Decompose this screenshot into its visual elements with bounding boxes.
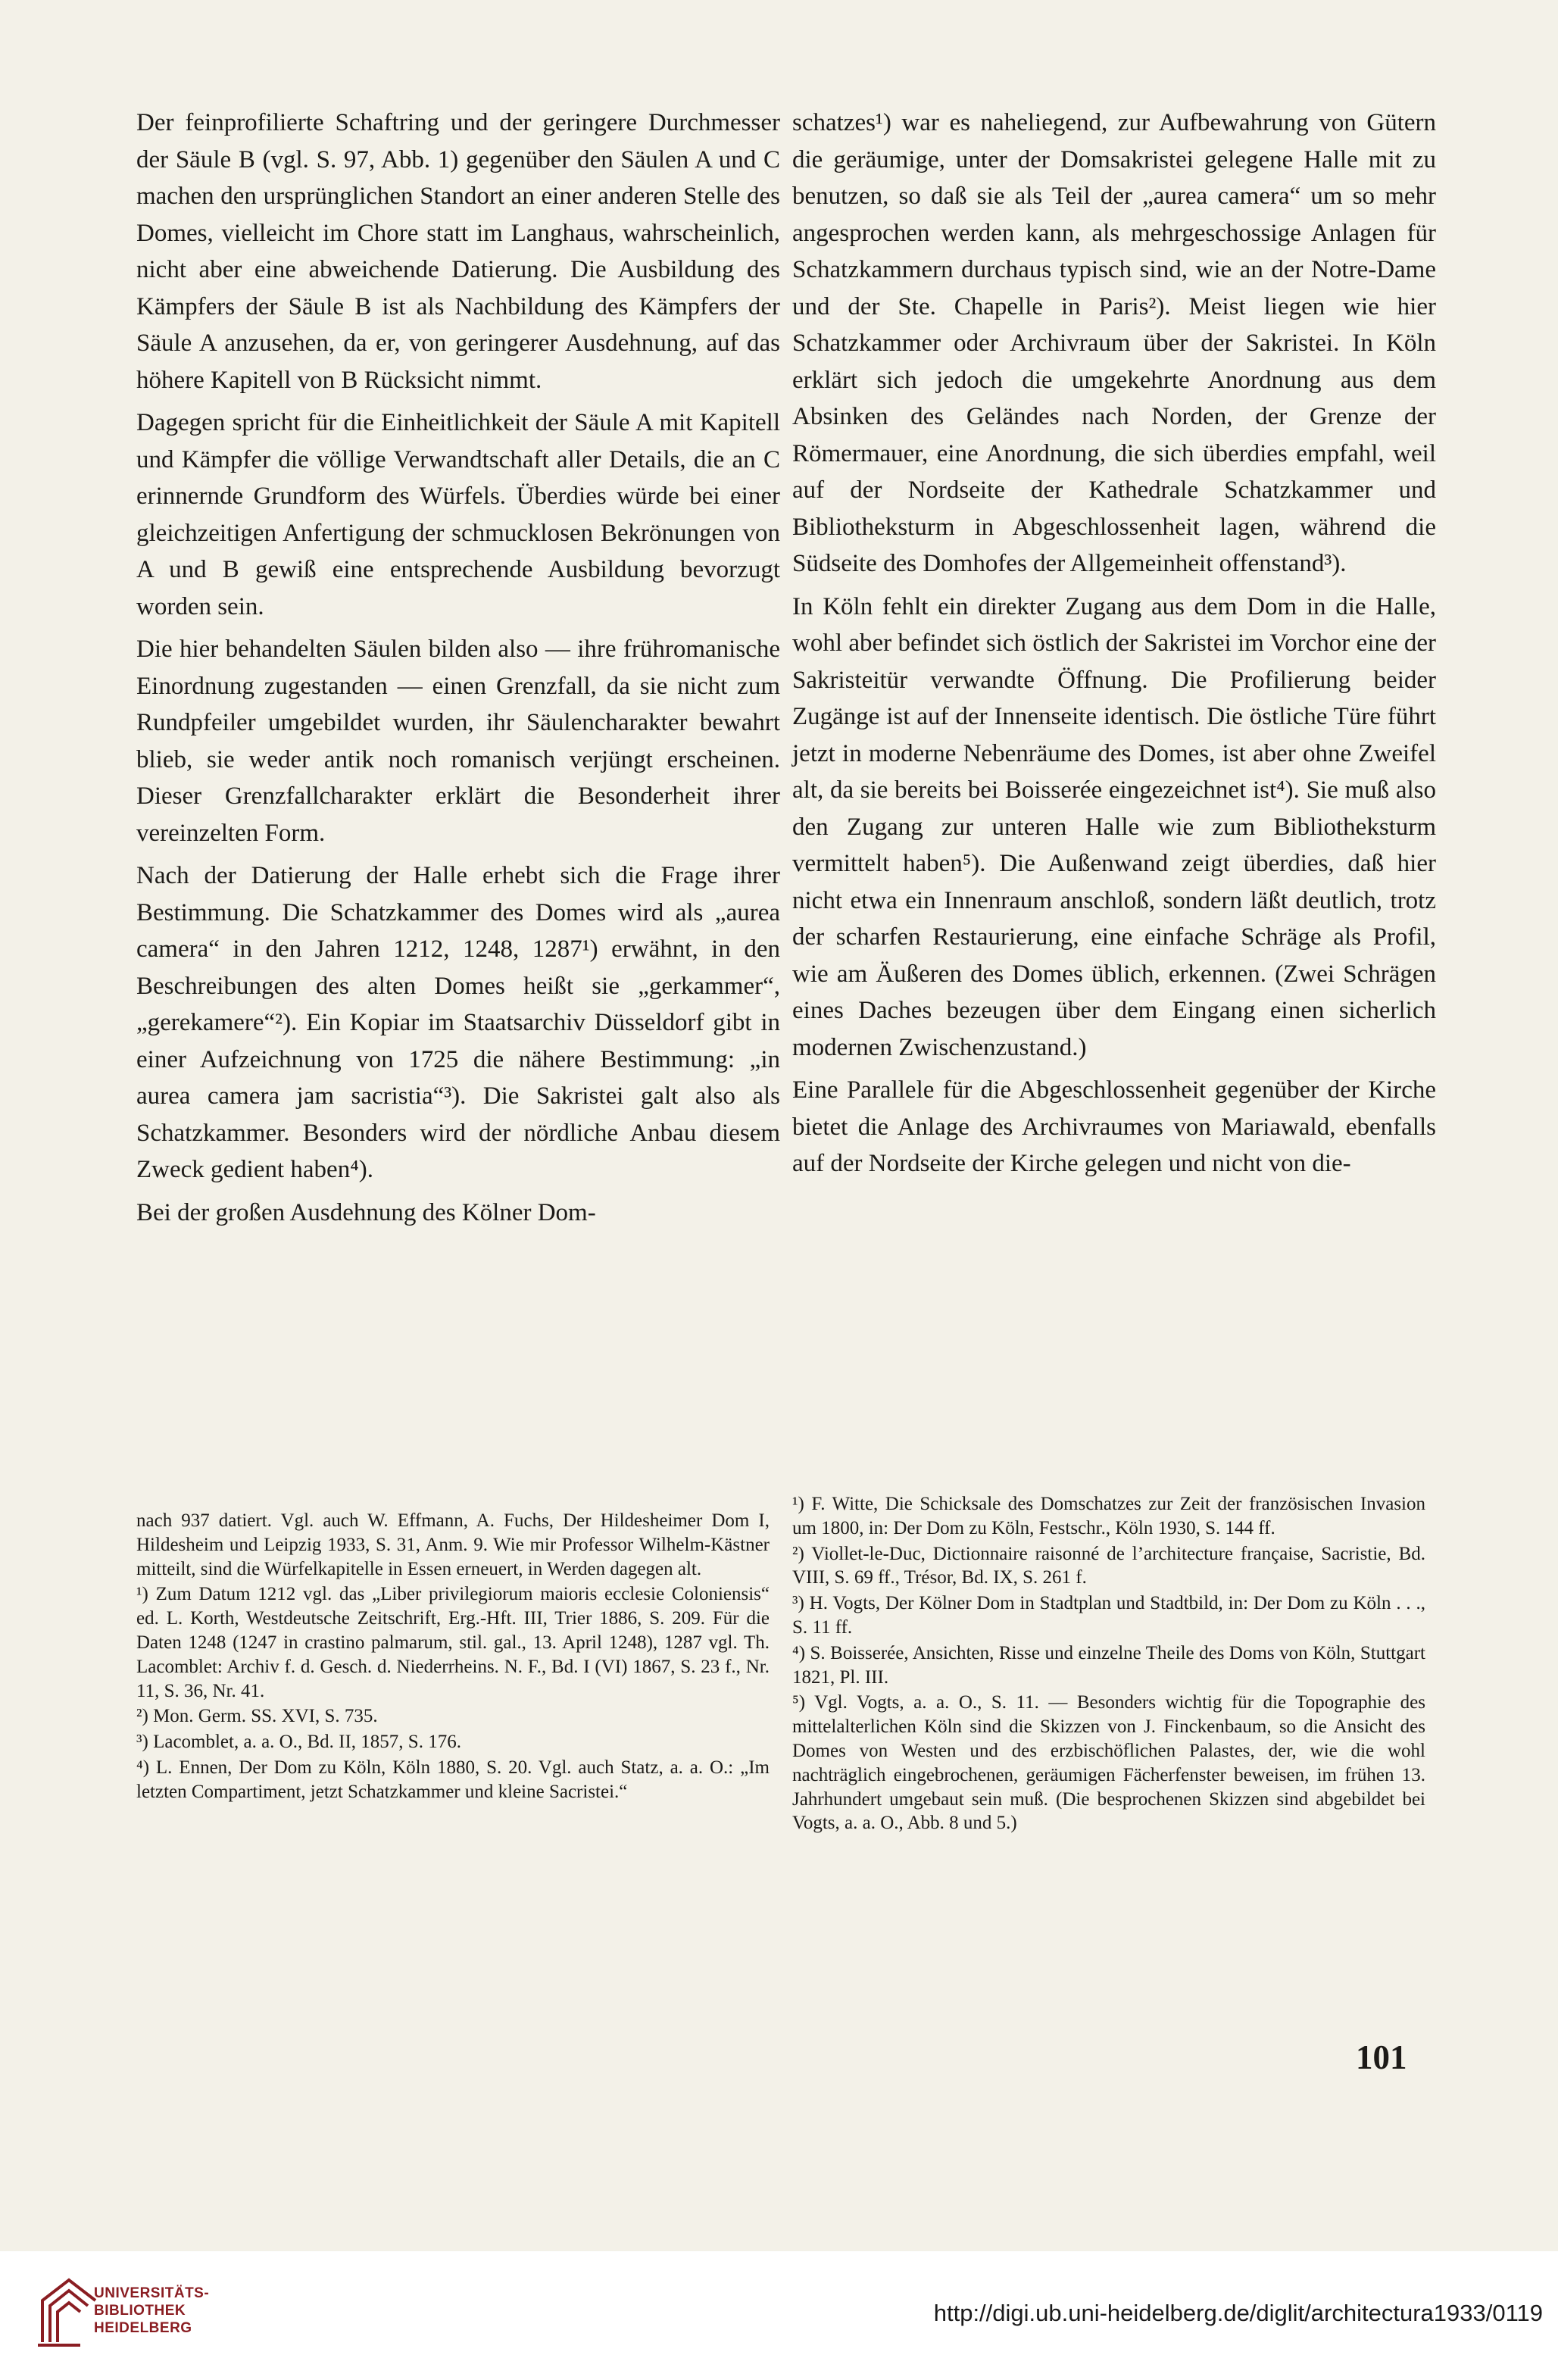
footnote: ⁴) L. Ennen, Der Dom zu Köln, Köln 1880, S. 20. Vgl. auch Statz, a. a. O.: „Im letzten Compartiment, jetzt Schatzkammer und kleine Sacristei.“ xyxy=(136,1757,770,1802)
library-name[interactable] xyxy=(94,2285,209,2337)
library-line: BIBLIOTHEK xyxy=(94,2303,186,2319)
footnote: ²) Viollet-le-Duc, Dictionnaire raisonné de l’architecture française, Sacristie, Bd. VIII, S. 69 ff., Trésor, Bd. IX, S. 261 f. xyxy=(792,1543,1425,1588)
footnote: ¹) F. Witte, Die Schicksale des Domschatzes zur Zeit der französischen Invasion um 1800, in: Der Dom zu Köln, Festschr., Köln 1930, S. 144 ff. xyxy=(792,1494,1425,1538)
right-paragraph: In Köln fehlt ein direkter Zugang aus dem Dom in die Halle, wohl aber befindet sich östlich der Sakristei im Vorchor eine der Sakristeitür verwandte Öffnung. Die Profilierung beider Zugänge ist auf der Innenseite identisch. Die östliche Türe führt jetzt in moderne Nebenräume des Domes, ist aber ohne Zweifel alt, da sie bereits bei Boisserée eingezeichnet ist⁴). Sie muß also den Zugang zur unteren Halle wie zum Bibliotheksturm vermittelt haben⁵). Die Außenwand zeigt überdies, daß hier nicht etwa ein Innenraum anschloß, sondern läßt deutlich, trotz der scharfen Restaurierung, eine einfache Schräge als Profil, wie am Äußeren des Domes üblich, erkennen. (Zwei Schrägen eines Daches bezeugen über dem Eingang einen sicherlich modernen Zwischenzustand.) xyxy=(792,592,1436,1061)
footnote: ⁴) S. Boisserée, Ansichten, Risse und einzelne Theile des Doms von Köln, Stuttgart 1821, Pl. III. xyxy=(792,1642,1425,1688)
left-paragraph: Die hier behandelten Säulen bilden also — ihre frühromanische Einordnung zugestanden — einen Grenzfall, da sie nicht zum Rundpfeiler umgebildet wurden, ihr Säulencharakter bewahrt blieb, sie weder antik noch romanisch verjüngt erscheinen. Dieser Grenzfallcharakter erklärt die Besonderheit ihrer vereinzelten Form. xyxy=(136,636,780,847)
left-paragraph: Nach der Datierung der Halle erhebt sich die Frage ihrer Bestimmung. Die Schatzkammer des Domes wird als „aurea camera“ in den Jahren 1212, 1248, 1287¹) erwähnt, in den Beschreibungen des alten Domes heißt sie „gerkammer“, „gerekamere“²). Ein Kopiar im Staatsarchiv Düsseldorf gibt in einer Aufzeichnung von 1725 die nähere Bestimmung: „in aurea camera jam sacristia“³). Die Sakristei galt also als Schatzkammer. Besonders wird der nördliche Anbau diesem Zweck gedient haben⁴). xyxy=(136,862,780,1183)
right-paragraph: schatzes¹) war es naheliegend, zur Aufbewahrung von Gütern die geräumige, unter der Domsakristei gelegene Halle mit zu benutzen, so daß sie als Teil der „aurea camera“ um so mehr angesprochen werden kann, als mehrgeschossige Anlagen für Schatzkammern durchaus typisch sind, wie an der Notre-Dame und der Ste. Chapelle in Paris²). Meist liegen wie hier Schatzkammer oder Archivraum über der Sakristei. In Köln erklärt sich jedoch die umgekehrte Anordnung aus dem Absinken des Geländes nach Norden, der Grenze der Römermauer, eine Anordnung, die sich überdies empfahl, weil auf der Nordseite der Kathedrale Schatzkammer und Bibliotheksturm in Abgeschlossenheit lagen, während die Südseite des Domhofes der Allgemeinheit offenstand³). xyxy=(792,109,1436,577)
footnote: ³) H. Vogts, Der Kölner Dom in Stadtplan und Stadtbild, in: Der Dom zu Köln . . ., S. 11 ff. xyxy=(792,1593,1425,1638)
right-footnotes xyxy=(792,1492,1425,1837)
left-paragraph: Bei der großen Ausdehnung des Kölner Dom- xyxy=(136,1198,596,1226)
left-footnotes xyxy=(136,1509,770,1806)
right-column-body xyxy=(792,105,1436,1188)
viewer-footer xyxy=(0,2251,1558,2380)
right-paragraph: Eine Parallele für die Abgeschlossenheit gegenüber der Kirche bietet die Anlage des Archivraumes von Mariawald, ebenfalls auf der Nordseite der Kirche gelegen und nicht von die- xyxy=(792,1076,1436,1177)
footnote: ¹) Zum Datum 1212 vgl. das „Liber privilegiorum maioris ecclesie Coloniensis“ ed. L. Korth, Westdeutsche Zeitschrift, Erg.-Hft. III, Trier 1886, S. 209. Für die Daten 1248 (1247 in crastino palmarum, stil. gal., 13. April 1248), 1287 vgl. Th. Lacomblet: Archiv f. d. Gesch. d. Niederrheins. N. F., Bd. I (VI) 1867, S. 23 f., Nr. 11, S. 36, Nr. 41. xyxy=(136,1584,770,1701)
footnote: ⁵) Vgl. Vogts, a. a. O., S. 11. — Besonders wichtig für die Topographie des mittelalterlichen Köln sind die Skizzen von J. Finckenbaum, so die Ansicht des Domes von Westen und des erzbischöflichen Palastes, der, wie die wohl nachträglich eingebrochenen, geräumigen Fächerfenster beweisen, im frühen 13. Jahrhundert umgebaut sein muß. (Die besprochenen Skizzen sind abgebildet bei Vogts, a. a. O., Abb. 8 und 5.) xyxy=(792,1692,1425,1834)
left-column-body xyxy=(136,105,780,1237)
footnote: ³) Lacomblet, a. a. O., Bd. II, 1857, S. 176. xyxy=(136,1732,461,1753)
library-logo-icon[interactable] xyxy=(35,2274,103,2350)
library-line: UNIVERSITÄTS- xyxy=(94,2285,210,2301)
footnote: nach 937 datiert. Vgl. auch W. Effmann, A. Fuchs, Der Hildesheimer Dom I, Hildesheim und Leipzig 1933, S. 31, Anm. 9. Wie mir Professor Wilhelm-Kästner mitteilt, sind die Würfelkapitelle in Essen erneuert, in Werden dagegen alt. xyxy=(136,1510,770,1579)
left-paragraph: Dagegen spricht für die Einheitlichkeit der Säule A mit Kapitell und Kämpfer die völlige Verwandtschaft aller Details, die an C erinnernde Grundform des Würfels. Überdies würde bei einer gleichzeitigen Anfertigung der schmucklosen Bekrönungen von A und B gewiß eine entsprechende Ausbildung bevorzugt worden sein. xyxy=(136,409,780,620)
library-line: HEIDELBERG xyxy=(94,2320,192,2336)
page-number: 101 xyxy=(1356,2038,1407,2076)
left-paragraph: Der feinprofilierte Schaftring und der geringere Durchmesser der Säule B (vgl. S. 97, Abb. 1) gegenüber den Säulen A und C machen den ursprünglichen Standort an einer anderen Stelle des Domes, vielleicht im Chore statt im Langhaus, wahrscheinlich, nicht aber eine abweichende Datierung. Die Ausbildung des Kämpfers der Säule B ist als Nachbildung des Kämpfers der Säule A anzusehen, da er, von geringerer Ausdehnung, auf das höhere Kapitell von B Rücksicht nimmt. xyxy=(136,109,780,394)
footnote: ²) Mon. Germ. SS. XVI, S. 735. xyxy=(136,1706,378,1727)
source-url-link[interactable]: http://digi.ub.uni-heidelberg.de/diglit/architectura1933/0119 xyxy=(933,2300,1543,2326)
